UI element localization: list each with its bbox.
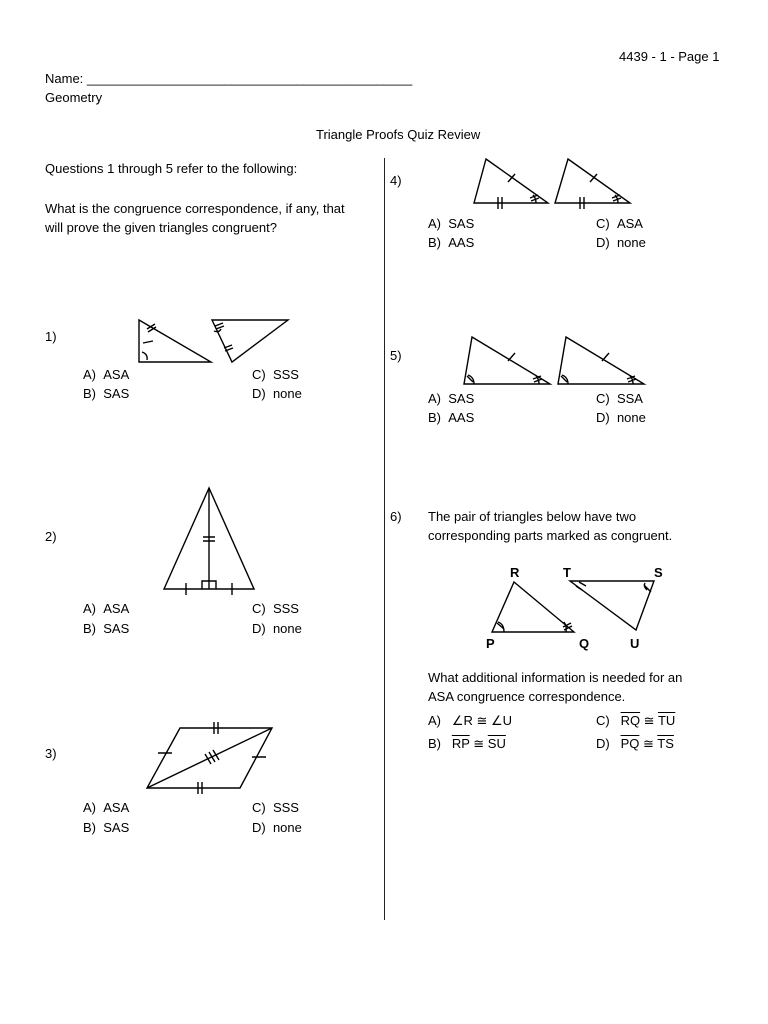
- q6-prompt-line-2: corresponding parts marked as congruent.: [428, 528, 673, 543]
- name-blank: _____________________________________________: [86, 71, 413, 86]
- q5-choice-c[interactable]: C) SSA: [596, 391, 643, 406]
- q5-choice-d[interactable]: D) none: [596, 410, 646, 425]
- q4-side-ticks: [508, 174, 597, 182]
- q5-choice-a[interactable]: A) SAS: [428, 391, 475, 406]
- q6-choice-d[interactable]: D) $\overline{PQ}$ ≅ $\overline{TS}$: [596, 736, 674, 751]
- label-s: S: [654, 565, 663, 580]
- q2-choice-d[interactable]: D) none: [252, 621, 302, 636]
- question-3-number: 3): [45, 746, 57, 761]
- q4-triangle-right: [555, 159, 630, 203]
- q1-right-ticks: [214, 323, 233, 351]
- q4-choice-a[interactable]: A) SAS: [428, 216, 475, 231]
- q6-triangle-rpq: [492, 582, 574, 632]
- name-label: Name:: [45, 71, 87, 86]
- question-1-number: 1): [45, 329, 57, 344]
- q1-choice-d[interactable]: D) none: [252, 386, 302, 401]
- q6-choice-a[interactable]: A) ∠R ≅ ∠U: [428, 713, 513, 728]
- q2-choice-c[interactable]: C) SSS: [252, 601, 299, 616]
- q4-choice-b[interactable]: B) AAS: [428, 235, 475, 250]
- q6-choice-b[interactable]: B) $\overline{RP}$ ≅ $\overline{SU}$: [428, 736, 506, 751]
- q6-angle-s-mark: [644, 583, 651, 592]
- question-6-figure: [478, 562, 678, 654]
- label-r: R: [510, 565, 520, 580]
- q1-choice-b[interactable]: B) SAS: [83, 386, 130, 401]
- page-title: Triangle Proofs Quiz Review: [316, 127, 481, 142]
- q1-choice-c[interactable]: C) SSS: [252, 367, 299, 382]
- intro-line-2: will prove the given triangles congruent?: [45, 220, 277, 235]
- question-4-number: 4): [390, 173, 402, 188]
- column-divider: [384, 158, 385, 920]
- name-line: [45, 69, 412, 88]
- intro-lead: Questions 1 through 5 refer to the following:: [45, 161, 298, 176]
- q3-choice-b[interactable]: B) SAS: [83, 820, 130, 835]
- q6-triangle-tsu: [570, 581, 654, 630]
- q3-choice-c[interactable]: C) SSS: [252, 800, 299, 815]
- question-5-number: 5): [390, 348, 402, 363]
- question-3-figure: [140, 720, 280, 796]
- q4-angle-marks: [530, 195, 621, 203]
- q5-left-angle-marks: [467, 375, 568, 384]
- question-2-figure: [160, 484, 260, 594]
- label-q: Q: [579, 636, 590, 651]
- label-p: P: [486, 636, 495, 651]
- q6-angle-p-mark: [497, 622, 504, 632]
- q3-choice-d[interactable]: D) none: [252, 820, 302, 835]
- q1-choice-a[interactable]: A) ASA: [83, 367, 130, 382]
- question-1-figure: [120, 312, 300, 370]
- intro-line-1: What is the congruence correspondence, if any, that: [45, 201, 345, 216]
- q5-choice-b[interactable]: B) AAS: [428, 410, 475, 425]
- q3-choice-a[interactable]: A) ASA: [83, 800, 130, 815]
- q4-choice-d[interactable]: D) none: [596, 235, 646, 250]
- q2-choice-a[interactable]: A) ASA: [83, 601, 130, 616]
- course-label: Geometry: [45, 90, 103, 105]
- question-6-number: 6): [390, 509, 402, 524]
- q6-followup-line-2: ASA congruence correspondence.: [428, 689, 626, 704]
- question-5-figure: [460, 332, 650, 388]
- question-2-number: 2): [45, 529, 57, 544]
- question-4-figure: [470, 155, 640, 207]
- q3-diagonal: [147, 728, 272, 788]
- q4-choice-c[interactable]: C) ASA: [596, 216, 643, 231]
- q6-prompt-line-1: The pair of triangles below have two: [428, 509, 637, 524]
- q6-followup-line-1: What additional information is needed for an: [428, 670, 683, 685]
- q2-choice-b[interactable]: B) SAS: [83, 621, 130, 636]
- q4-triangle-left: [474, 159, 548, 203]
- label-t: T: [563, 565, 571, 580]
- page-reference: 4439 - 1 - Page 1: [619, 49, 720, 64]
- label-u: U: [630, 636, 640, 651]
- q3-diagonal-ticks: [205, 750, 219, 764]
- q6-choice-c[interactable]: C) $\overline{RQ}$ ≅ $\overline{TU}$: [596, 713, 676, 728]
